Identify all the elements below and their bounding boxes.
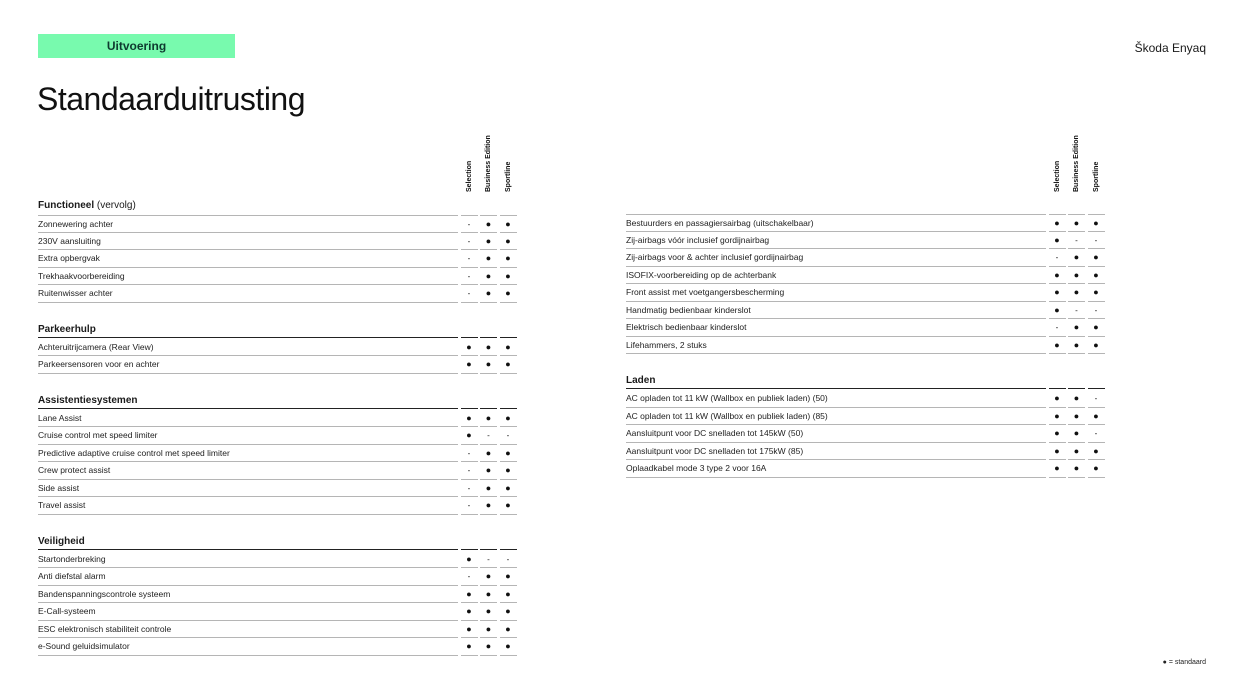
value-business-edition-standard-icon: ● bbox=[480, 356, 497, 374]
left-equipment-table bbox=[38, 197, 518, 656]
value-business-edition-not-available: - bbox=[480, 551, 497, 569]
value-selection-standard-icon: ● bbox=[461, 621, 478, 639]
table-row bbox=[38, 462, 518, 480]
table-row bbox=[38, 268, 518, 286]
value-sportline-not-available: - bbox=[1088, 425, 1105, 443]
section-title-text: Parkeerhulp bbox=[38, 323, 96, 335]
value-business-edition-standard-icon: ● bbox=[480, 480, 497, 498]
value-sportline-not-available: - bbox=[500, 427, 517, 445]
feature-label: Elektrisch bedienbaar kinderslot bbox=[626, 319, 1046, 337]
table-row bbox=[38, 339, 518, 357]
feature-label: Zonnewering achter bbox=[38, 215, 458, 233]
value-sportline-standard-icon: ● bbox=[1088, 460, 1105, 478]
table-row bbox=[38, 427, 518, 445]
value-selection-standard-icon: ● bbox=[1049, 460, 1066, 478]
value-business-edition-standard-icon: ● bbox=[480, 603, 497, 621]
section-title-rule bbox=[480, 533, 497, 550]
feature-label: E-Call-systeem bbox=[38, 603, 458, 621]
section-veiligheid bbox=[38, 533, 518, 656]
value-selection-standard-icon: ● bbox=[1049, 390, 1066, 408]
value-selection-not-available: - bbox=[461, 497, 478, 515]
feature-label: Handmatig bedienbaar kinderslot bbox=[626, 302, 1046, 320]
table-row bbox=[38, 215, 518, 233]
table-row bbox=[626, 408, 1106, 426]
value-sportline-not-available: - bbox=[1088, 390, 1105, 408]
value-sportline-standard-icon: ● bbox=[1088, 214, 1105, 232]
page-title: Standaarduitrusting bbox=[37, 81, 306, 117]
value-sportline-standard-icon: ● bbox=[500, 445, 517, 463]
value-sportline-standard-icon: ● bbox=[1088, 267, 1105, 285]
table-row bbox=[38, 638, 518, 656]
column-header-selection: Selection bbox=[465, 160, 473, 192]
value-business-edition-standard-icon: ● bbox=[1068, 284, 1085, 302]
table-row bbox=[38, 568, 518, 586]
value-selection-not-available: - bbox=[1049, 249, 1066, 267]
value-business-edition-standard-icon: ● bbox=[480, 621, 497, 639]
feature-label: Cruise control met speed limiter bbox=[38, 427, 458, 445]
section-title-rule bbox=[461, 321, 478, 338]
column-header-business-edition: Business Edition bbox=[485, 135, 493, 192]
column-header-business-edition: Business Edition bbox=[1073, 135, 1081, 192]
feature-label: Extra opbergvak bbox=[38, 250, 458, 268]
right-column-headers bbox=[1047, 128, 1106, 192]
value-selection-standard-icon: ● bbox=[1049, 302, 1066, 320]
feature-label: Parkeersensoren voor en achter bbox=[38, 356, 458, 374]
section-gap bbox=[38, 303, 518, 321]
value-business-edition-standard-icon: ● bbox=[480, 586, 497, 604]
value-sportline-standard-icon: ● bbox=[500, 462, 517, 480]
value-sportline-standard-icon: ● bbox=[500, 621, 517, 639]
legend: ● = standaard bbox=[1162, 659, 1206, 666]
right-equipment-table bbox=[626, 214, 1106, 478]
value-selection-standard-icon: ● bbox=[1049, 337, 1066, 355]
value-sportline-standard-icon: ● bbox=[500, 285, 517, 303]
section-title-text: Laden bbox=[626, 375, 656, 386]
feature-label: Side assist bbox=[38, 480, 458, 498]
table-row bbox=[38, 445, 518, 463]
value-business-edition-standard-icon: ● bbox=[1068, 319, 1085, 337]
section-title-rule bbox=[500, 533, 517, 550]
value-business-edition-standard-icon: ● bbox=[480, 497, 497, 515]
left-column-headers bbox=[459, 128, 518, 192]
feature-label: Oplaadkabel mode 3 type 2 voor 16A bbox=[626, 460, 1046, 478]
value-sportline-not-available: - bbox=[500, 551, 517, 569]
table-row bbox=[38, 551, 518, 569]
value-sportline-standard-icon: ● bbox=[500, 603, 517, 621]
feature-label: ISOFIX-voorbereiding op de achterbank bbox=[626, 267, 1046, 285]
table-row bbox=[626, 460, 1106, 478]
value-sportline-not-available: - bbox=[1088, 232, 1105, 250]
value-selection-standard-icon: ● bbox=[1049, 232, 1066, 250]
section-title-label bbox=[38, 392, 458, 409]
value-sportline-standard-icon: ● bbox=[1088, 337, 1105, 355]
value-selection-standard-icon: ● bbox=[461, 356, 478, 374]
section-title-rule bbox=[480, 392, 497, 409]
feature-label: Aansluitpunt voor DC snelladen tot 175kW (85) bbox=[626, 443, 1046, 461]
value-selection-standard-icon: ● bbox=[1049, 443, 1066, 461]
value-selection-not-available: - bbox=[461, 215, 478, 233]
section-subtitle: (vervolg) bbox=[94, 200, 136, 211]
value-business-edition-standard-icon: ● bbox=[480, 285, 497, 303]
column-header-sportline: Sportline bbox=[1092, 161, 1100, 192]
value-business-edition-standard-icon: ● bbox=[1068, 460, 1085, 478]
value-sportline-standard-icon: ● bbox=[500, 586, 517, 604]
value-business-edition-standard-icon: ● bbox=[480, 638, 497, 656]
section-continued bbox=[626, 214, 1106, 354]
value-business-edition-standard-icon: ● bbox=[1068, 443, 1085, 461]
value-selection-standard-icon: ● bbox=[461, 603, 478, 621]
value-sportline-standard-icon: ● bbox=[500, 568, 517, 586]
table-row bbox=[38, 250, 518, 268]
value-sportline-standard-icon: ● bbox=[1088, 408, 1105, 426]
value-sportline-standard-icon: ● bbox=[1088, 319, 1105, 337]
table-row bbox=[626, 249, 1106, 267]
value-business-edition-not-available: - bbox=[1068, 232, 1085, 250]
column-header-sportline: Sportline bbox=[504, 161, 512, 192]
section-title-text: Functioneel bbox=[38, 200, 95, 211]
value-selection-not-available: - bbox=[461, 462, 478, 480]
value-sportline-standard-icon: ● bbox=[1088, 284, 1105, 302]
value-sportline-standard-icon: ● bbox=[1088, 249, 1105, 267]
value-selection-not-available: - bbox=[461, 568, 478, 586]
section-title-text: Assistentiesystemen bbox=[38, 394, 138, 406]
feature-label: Bandenspanningscontrole systeem bbox=[38, 586, 458, 604]
value-sportline-standard-icon: ● bbox=[500, 215, 517, 233]
table-row bbox=[626, 267, 1106, 285]
value-sportline-standard-icon: ● bbox=[500, 250, 517, 268]
section-title bbox=[38, 533, 518, 551]
value-selection-standard-icon: ● bbox=[461, 551, 478, 569]
value-selection-not-available: - bbox=[461, 233, 478, 251]
feature-label: Anti diefstal alarm bbox=[38, 568, 458, 586]
value-selection-standard-icon: ● bbox=[461, 427, 478, 445]
section-title-label bbox=[38, 321, 458, 338]
value-business-edition-standard-icon: ● bbox=[1068, 390, 1085, 408]
table-row bbox=[626, 337, 1106, 355]
value-business-edition-standard-icon: ● bbox=[480, 568, 497, 586]
value-selection-standard-icon: ● bbox=[1049, 284, 1066, 302]
value-selection-not-available: - bbox=[461, 250, 478, 268]
section-title bbox=[38, 392, 518, 410]
value-sportline-standard-icon: ● bbox=[500, 410, 517, 428]
section-title-rule bbox=[1049, 372, 1066, 389]
table-row bbox=[38, 410, 518, 428]
table-row bbox=[626, 214, 1106, 232]
section-assistentiesystemen bbox=[38, 392, 518, 515]
value-business-edition-not-available: - bbox=[480, 427, 497, 445]
value-selection-not-available: - bbox=[1049, 319, 1066, 337]
value-selection-standard-icon: ● bbox=[461, 638, 478, 656]
section-title bbox=[38, 321, 518, 339]
table-row bbox=[626, 390, 1106, 408]
value-sportline-not-available: - bbox=[1088, 302, 1105, 320]
value-sportline-standard-icon: ● bbox=[500, 268, 517, 286]
value-business-edition-standard-icon: ● bbox=[480, 410, 497, 428]
feature-label: Ruitenwisser achter bbox=[38, 285, 458, 303]
table-row bbox=[38, 233, 518, 251]
value-business-edition-standard-icon: ● bbox=[480, 215, 497, 233]
section-title-label bbox=[626, 372, 1046, 389]
feature-label: Lifehammers, 2 stuks bbox=[626, 337, 1046, 355]
value-business-edition-standard-icon: ● bbox=[480, 339, 497, 357]
section-title-rule bbox=[500, 321, 517, 338]
section-title-label bbox=[38, 533, 458, 550]
feature-label: AC opladen tot 11 kW (Wallbox en publiek laden) (85) bbox=[626, 408, 1046, 426]
feature-label: Zij-airbags vóór inclusief gordijnairbag bbox=[626, 232, 1046, 250]
value-sportline-standard-icon: ● bbox=[500, 497, 517, 515]
value-sportline-standard-icon: ● bbox=[1088, 443, 1105, 461]
feature-label: AC opladen tot 11 kW (Wallbox en publiek laden) (50) bbox=[626, 390, 1046, 408]
section-gap bbox=[38, 515, 518, 533]
value-selection-standard-icon: ● bbox=[461, 410, 478, 428]
section-laden bbox=[626, 372, 1106, 478]
value-sportline-standard-icon: ● bbox=[500, 638, 517, 656]
value-business-edition-standard-icon: ● bbox=[480, 268, 497, 286]
feature-label: Trekhaakvoorbereiding bbox=[38, 268, 458, 286]
table-row bbox=[626, 284, 1106, 302]
value-business-edition-standard-icon: ● bbox=[1068, 408, 1085, 426]
value-business-edition-standard-icon: ● bbox=[1068, 425, 1085, 443]
section-title-rule bbox=[500, 392, 517, 409]
section-title-text: Veiligheid bbox=[38, 535, 85, 547]
value-sportline-standard-icon: ● bbox=[500, 233, 517, 251]
feature-label: Aansluitpunt voor DC snelladen tot 145kW (50) bbox=[626, 425, 1046, 443]
feature-label: Achteruitrijcamera (Rear View) bbox=[38, 339, 458, 357]
table-row bbox=[626, 302, 1106, 320]
column-header-selection: Selection bbox=[1053, 160, 1061, 192]
table-row bbox=[38, 497, 518, 515]
feature-label: e-Sound geluidsimulator bbox=[38, 638, 458, 656]
value-business-edition-not-available: - bbox=[1068, 302, 1085, 320]
table-row bbox=[38, 586, 518, 604]
section-title-rule bbox=[480, 321, 497, 338]
value-business-edition-standard-icon: ● bbox=[1068, 337, 1085, 355]
value-sportline-standard-icon: ● bbox=[500, 356, 517, 374]
value-selection-standard-icon: ● bbox=[1049, 267, 1066, 285]
value-sportline-standard-icon: ● bbox=[500, 480, 517, 498]
section-gap bbox=[626, 354, 1106, 372]
value-selection-standard-icon: ● bbox=[461, 339, 478, 357]
feature-label: Travel assist bbox=[38, 497, 458, 515]
section-title-rule bbox=[1068, 372, 1085, 389]
brand-label: Škoda Enyaq bbox=[1134, 41, 1206, 55]
feature-label: 230V aansluiting bbox=[38, 233, 458, 251]
section-title-rule bbox=[461, 392, 478, 409]
value-selection-not-available: - bbox=[461, 268, 478, 286]
section-badge: Uitvoering bbox=[38, 34, 235, 58]
value-selection-not-available: - bbox=[461, 285, 478, 303]
value-selection-not-available: - bbox=[461, 445, 478, 463]
feature-label: Predictive adaptive cruise control met speed limiter bbox=[38, 445, 458, 463]
feature-label: Bestuurders en passagiersairbag (uitschakelbaar) bbox=[626, 214, 1046, 232]
value-business-edition-standard-icon: ● bbox=[1068, 214, 1085, 232]
value-business-edition-standard-icon: ● bbox=[480, 233, 497, 251]
table-row bbox=[38, 285, 518, 303]
value-business-edition-standard-icon: ● bbox=[480, 462, 497, 480]
value-selection-standard-icon: ● bbox=[1049, 425, 1066, 443]
feature-label: ESC elektronisch stabiliteit controle bbox=[38, 621, 458, 639]
value-selection-standard-icon: ● bbox=[461, 586, 478, 604]
value-business-edition-standard-icon: ● bbox=[480, 445, 497, 463]
section-title bbox=[38, 197, 518, 215]
value-business-edition-standard-icon: ● bbox=[1068, 249, 1085, 267]
section-gap bbox=[38, 374, 518, 392]
table-row bbox=[38, 356, 518, 374]
section-title-rule bbox=[1088, 372, 1105, 389]
table-row bbox=[38, 480, 518, 498]
section-parkeerhulp bbox=[38, 321, 518, 374]
feature-label: Zij-airbags voor & achter inclusief gordijnairbag bbox=[626, 249, 1046, 267]
value-sportline-standard-icon: ● bbox=[500, 339, 517, 357]
feature-label: Crew protect assist bbox=[38, 462, 458, 480]
value-selection-not-available: - bbox=[461, 480, 478, 498]
value-selection-standard-icon: ● bbox=[1049, 408, 1066, 426]
table-row bbox=[626, 443, 1106, 461]
section-title-label bbox=[38, 197, 458, 214]
section-title-rule bbox=[461, 533, 478, 550]
table-row bbox=[38, 621, 518, 639]
value-selection-standard-icon: ● bbox=[1049, 214, 1066, 232]
table-row bbox=[38, 603, 518, 621]
value-business-edition-standard-icon: ● bbox=[1068, 267, 1085, 285]
value-business-edition-standard-icon: ● bbox=[480, 250, 497, 268]
table-row bbox=[626, 232, 1106, 250]
feature-label: Lane Assist bbox=[38, 410, 458, 428]
feature-label: Startonderbreking bbox=[38, 551, 458, 569]
feature-label: Front assist met voetgangersbescherming bbox=[626, 284, 1046, 302]
section-title bbox=[626, 372, 1106, 390]
table-row bbox=[626, 425, 1106, 443]
table-row bbox=[626, 319, 1106, 337]
section-functioneel bbox=[38, 197, 518, 303]
